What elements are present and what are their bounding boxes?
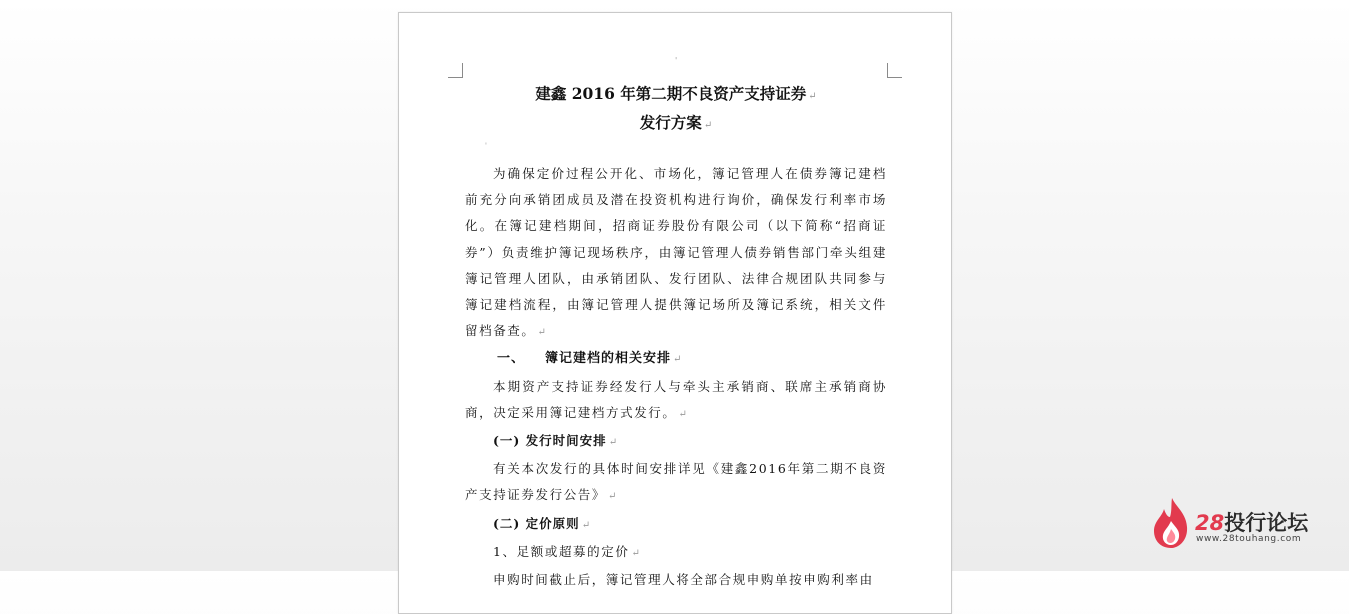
watermark-logo — [1152, 497, 1332, 549]
margin-corner-top-right — [887, 63, 902, 78]
doc-title-line2: 发行方案 ↵ — [639, 113, 713, 132]
document-body[interactable] — [465, 81, 887, 593]
sub2-paragraph: 申购时间截止后，簿记管理人将全部合规申购单按申购利率由 — [493, 572, 874, 588]
watermark-title: 28投行论坛 — [1195, 511, 1309, 535]
section-heading-1: 一、 簿记建档的相关安排 ↵ — [497, 351, 683, 367]
sub2-item-1: 1、足额或超募的定价 ↵ — [493, 543, 642, 559]
intro-paragraph: 为确保定价过程公开化、市场化，簿记管理人在债券簿记建档前充分向承销团成员及潜在投资机构进行询价，确保发行利率市场化。在簿记建档期间，招商证券股份有限公司（以下简称“招商证券”）负责维护簿记现场秩序，由簿记管理人债券销售部门牵头组建簿记管理人团队，由承销团队、发行团队、法律合规团队共同参与簿记建档流程，由簿记管理人提供簿记场所及簿记系统，相关文件留档备查。 ↵ — [465, 166, 887, 339]
section1-paragraph: 本期资产支持证券经发行人与牵头主承销商、联席主承销商协商，决定采用簿记建档方式发行。 ↵ — [465, 378, 887, 420]
sub1-paragraph: 有关本次发行的具体时间安排详见《建鑫2016年第二期不良资产支持证券发行公告》 ↵ — [465, 461, 887, 503]
watermark-url: www.28touhang.com — [1196, 534, 1302, 544]
subsection-heading-2: (二) 定价原则 ↵ — [493, 515, 592, 531]
empty-line-mark: ' — [485, 142, 487, 150]
header-mark: ' — [675, 56, 678, 65]
document-page — [398, 12, 952, 614]
subsection-heading-1: (一) 发行时间安排 ↵ — [493, 433, 619, 449]
margin-corner-top-left — [448, 63, 463, 78]
doc-title-line1: 建鑫 2016 年第二期不良资产支持证券 ↵ — [535, 84, 817, 103]
flame-icon — [1152, 497, 1190, 549]
